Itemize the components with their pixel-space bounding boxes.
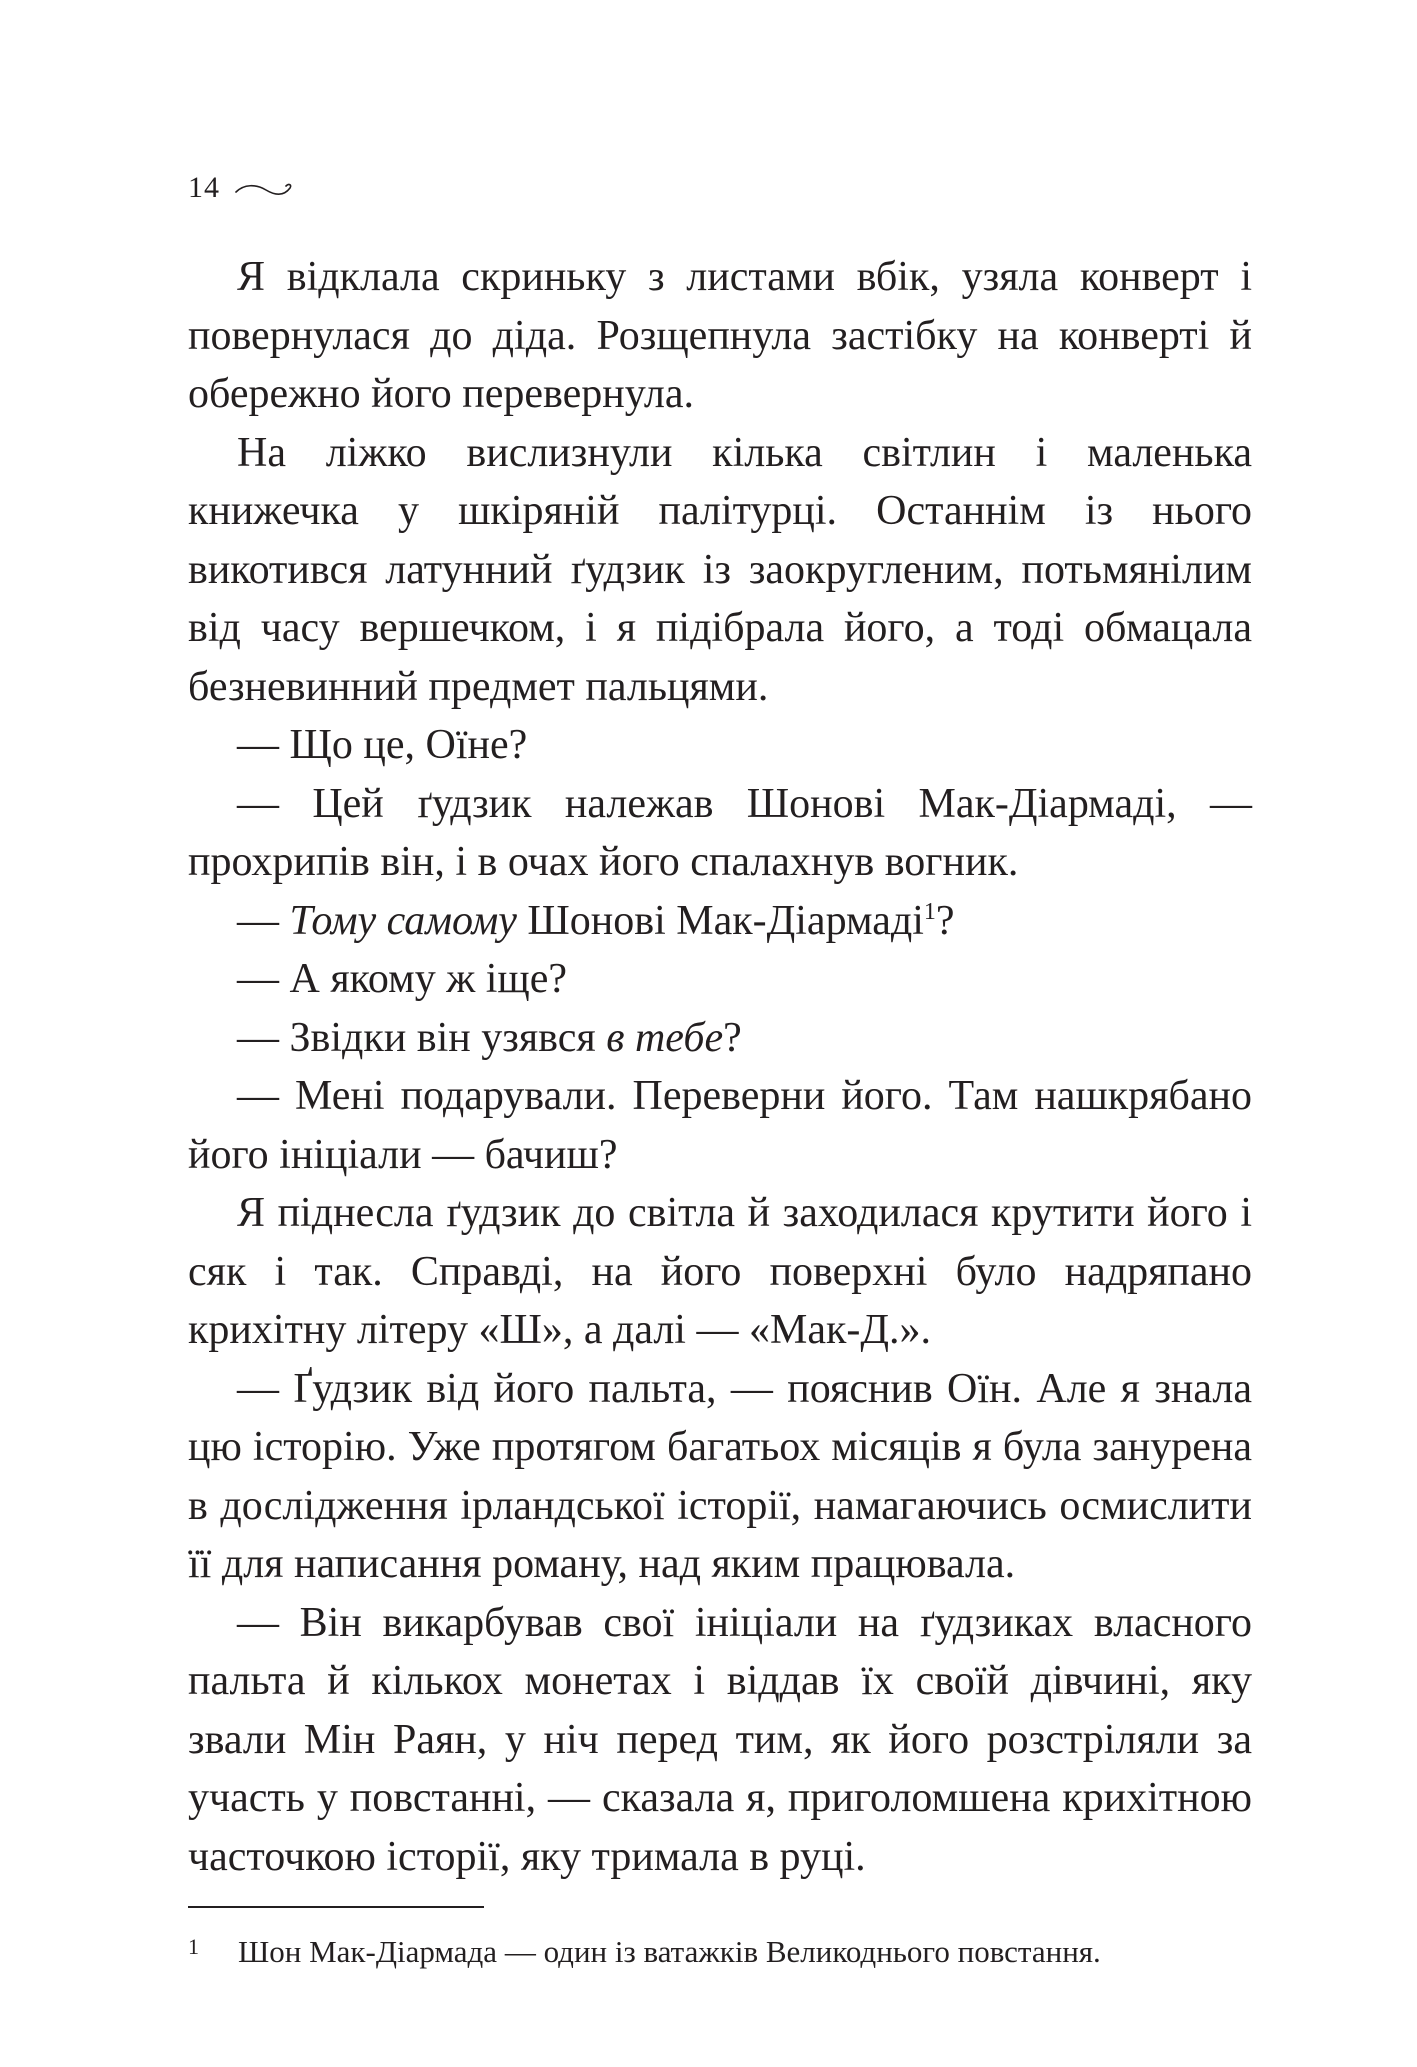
paragraph: [188, 1067, 1252, 1184]
paragraph-text: Шонові Мак-Діармаді: [516, 897, 924, 944]
footnote-text: Шон Мак-Діармада — один із ватажків Великоднього повстання.: [238, 1934, 1101, 1969]
page-header: [188, 168, 294, 208]
paragraph: [188, 424, 1252, 717]
paragraph: [188, 1360, 1252, 1594]
paragraph: [188, 1009, 1252, 1068]
paragraph: [188, 248, 1252, 424]
emphasis-text: в тебе: [606, 1014, 724, 1061]
paragraph: [188, 1184, 1252, 1360]
footnote-number: 1: [188, 1934, 199, 1959]
paragraph-text: На ліжко вислизнули кілька світлин і маленька книжечка у шкіряній палітурці. Останнім із нього викотився латунний ґудзик із заокругленим, потьмянілим від часу вершечком, і я підібрала його, а тоді обмацала безневинний предмет пальцями.: [188, 429, 1252, 710]
paragraph-text: — Звідки він узявся: [237, 1014, 607, 1061]
paragraph: [188, 716, 1252, 775]
paragraph-text: ?: [935, 897, 955, 944]
paragraph: [188, 950, 1252, 1009]
paragraph-text: — Мені подарували. Переверни його. Там нашкрябано його ініціали — бачиш?: [188, 1073, 1252, 1178]
paragraph-text: — Він викарбував свої ініціали на ґудзиках власного пальта й кількох монетах і віддав їх своїй дівчині, яку звали Мін Раян, у ніч перед тим, як його розстріляли за участь у повстанні, — сказала я, приголомшена крихітною часточкою історії, яку тримала в руці.: [188, 1599, 1252, 1880]
footnote-rule: [188, 1906, 484, 1908]
paragraph: [188, 775, 1252, 892]
paragraph-text: Я відклала скриньку з листами вбік, узяла конверт і повернулася до діда. Розщепнула застібку на конверті й обережно його перевернула.: [188, 254, 1252, 417]
footnote: [188, 1932, 1252, 1972]
footnote-reference: 1: [923, 898, 936, 925]
paragraph-text: Я піднесла ґудзик до світла й заходилася крутити його і сяк і так. Справді, на його поверхні було надряпано крихітну літеру «Ш», а далі — «Мак-Д.».: [188, 1190, 1252, 1353]
paragraph-text: — Що це, Оїне?: [237, 722, 528, 768]
paragraph-text: ?: [723, 1014, 742, 1061]
paragraph-text: — Ґудзик від його пальта, — пояснив Оїн. Але я знала цю історію. Уже протягом багатьох місяців я була занурена в дослідження ірландської історії, намагаючись осмислити її для написання роману, над яким працювала.: [188, 1365, 1252, 1587]
ornament-swash-icon: [234, 180, 294, 200]
paragraph-text: — Цей ґудзик належав Шонові Мак-Діармаді, — прохрипів він, і в очах його спалахнув вогник.: [188, 780, 1252, 885]
paragraph-text: —: [237, 897, 290, 944]
paragraph: [188, 1594, 1252, 1887]
paragraph: [188, 892, 1252, 951]
emphasis-text: Тому самому: [289, 897, 517, 944]
page-number: 14: [188, 171, 220, 204]
paragraph-text: — А якому ж іще?: [237, 956, 568, 1002]
body-text: [188, 248, 1252, 1886]
